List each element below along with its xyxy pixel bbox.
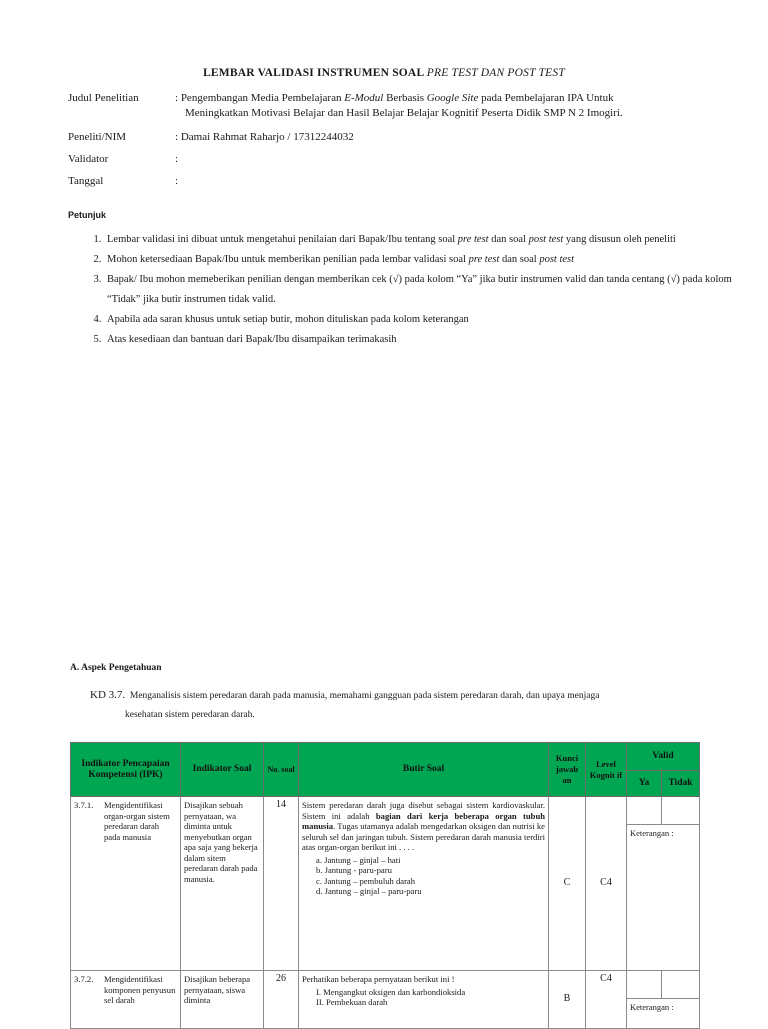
validator-colon: : xyxy=(175,153,179,165)
petunjuk-item: 2. Mohon ketersediaan Bapak/Ibu untuk memberikan penilian pada lembar validasi soal pre test dan soal post test xyxy=(104,250,744,270)
judul-label: Judul Penelitian xyxy=(68,92,139,104)
header-no: No. soal xyxy=(264,743,299,797)
indikator-cell: Disajikan sebuah pernyataan, wa diminta untuk menyebutkan organ apa saja yang bekerja dalam sitem peredaran darah pada manusia. xyxy=(181,797,264,971)
level-cell: C4 xyxy=(586,971,627,1029)
option-item: b. Jantung - paru-paru xyxy=(316,865,392,875)
ipk-cell: 3.7.1. Mengidentifikasi organ-organ sistem peredaran darah pada manusia xyxy=(71,797,181,971)
option-item: d. Jantung – ginjal – paru-paru xyxy=(316,886,422,896)
title-italic: PRE TEST DAN POST TEST xyxy=(426,67,565,79)
peneliti-label: Peneliti/NIM xyxy=(68,131,127,143)
header-kunci: Kunci jawab an xyxy=(549,743,586,797)
kd-text: Menganalisis sistem peredaran darah pada manusia, memahami gangguan pada sistem peredaran darah, dan upaya menjaga xyxy=(129,691,600,701)
judul-value: : Pengembangan Media Pembelajaran E-Modul Berbasis Google Site pada Pembelajaran IPA Untuk xyxy=(175,92,614,104)
tidak-cell[interactable] xyxy=(662,971,700,999)
butir-cell: Sistem peredaran darah juga disebut sebagai sistem kardiovaskular. Sistem ini adalah bagian dari kerja beberapa organ tubuh manusia. Tugas utamanya adalah mengedarkan oksigen dan nutrisi ke seluruh sel dan jaringan tubuh. Sistem peredaran darah manusia terdiri atas organ-organ berikut ini . . . . a. Jantung – ginjal – hati b. Jantung - paru-paru c. Jantung – pembuluh darah d. Jantung – ginjal – paru-paru xyxy=(299,797,549,971)
keterangan-cell[interactable]: Keterangan : xyxy=(627,999,700,1029)
petunjuk-list xyxy=(68,230,744,350)
tidak-cell[interactable] xyxy=(662,797,700,825)
petunjuk-item: 3. Bapak/ Ibu mohon memeberikan penilian dengan memberikan cek (√) pada kolom “Ya” jika butir instrumen valid dan tanda centang (√) pada kolom “Tidak” jika butir instrumen tidak valid. xyxy=(104,270,744,310)
header-tidak: Tidak xyxy=(662,771,700,797)
option-item: I. Mengangkut oksigen dan karbondioksida xyxy=(316,986,466,997)
ya-cell[interactable] xyxy=(627,971,662,999)
kunci-cell: B xyxy=(549,971,586,1029)
header-ya: Ya xyxy=(627,771,662,797)
indikator-cell: Disajikan beberapa pernyataan, siswa diminta xyxy=(181,971,264,1029)
aspek-heading: A. Aspek Pengetahuan xyxy=(70,663,162,673)
tanggal-label: Tanggal xyxy=(68,175,104,187)
table-row xyxy=(71,971,700,999)
butir-cell: Perhatikan beberapa pernyataan berikut ini ! I. Mengangkut oksigen dan karbondioksida II. Pembekuan darah xyxy=(299,971,549,1029)
judul-value-line2: Meningkatkan Motivasi Belajar dan Hasil Belajar Belajar Kognitif Peserta Didik SMP N 2 Imogiri. xyxy=(185,107,623,119)
petunjuk-item: 1. Lembar validasi ini dibuat untuk mengetahui penilaian dari Bapak/Ibu tentang soal pre test dan soal post test yang disusun oleh peneliti xyxy=(104,230,744,250)
table-row xyxy=(71,797,700,825)
header-butir: Butir Soal xyxy=(299,743,549,797)
kd-block xyxy=(90,686,700,725)
kd-number: KD 3.7. xyxy=(90,689,126,701)
no-cell: 14 xyxy=(264,797,299,971)
petunjuk-heading: Petunjuk xyxy=(68,210,107,220)
page-title xyxy=(0,67,768,79)
option-item: II. Pembekuan darah xyxy=(316,997,388,1007)
title-main: LEMBAR VALIDASI INSTRUMEN SOAL xyxy=(203,67,424,79)
header-ipk: Indikator Pencapaian Kompetensi (IPK) xyxy=(71,743,181,797)
level-cell: C4 xyxy=(586,797,627,971)
soal-table xyxy=(70,742,700,1029)
peneliti-value: : Damai Rahmat Raharjo / 17312244032 xyxy=(175,131,354,143)
kd-text-2: kesehatan sistem peredaran darah. xyxy=(125,710,255,720)
petunjuk-item: 5. Atas kesediaan dan bantuan dari Bapak/Ibu disampaikan terimakasih xyxy=(104,330,744,350)
validator-label: Validator xyxy=(68,153,109,165)
header-level: Level Kognit if xyxy=(586,743,627,797)
option-item: c. Jantung – pembuluh darah xyxy=(316,875,416,886)
no-cell: 26 xyxy=(264,971,299,1029)
ya-cell[interactable] xyxy=(627,797,662,825)
ipk-cell: 3.7.2. Mengidentifikasi komponen penyusun sel darah xyxy=(71,971,181,1029)
tanggal-colon: : xyxy=(175,175,179,187)
header-indikator: Indikator Soal xyxy=(181,743,264,797)
option-item: a. Jantung – ginjal – hati xyxy=(316,854,401,865)
keterangan-cell[interactable]: Keterangan : xyxy=(627,825,700,971)
petunjuk-item: 4. Apabila ada saran khusus untuk setiap butir, mohon dituliskan pada kolom keterangan xyxy=(104,310,744,330)
kunci-cell: C xyxy=(549,797,586,971)
header-valid: Valid xyxy=(627,743,700,771)
